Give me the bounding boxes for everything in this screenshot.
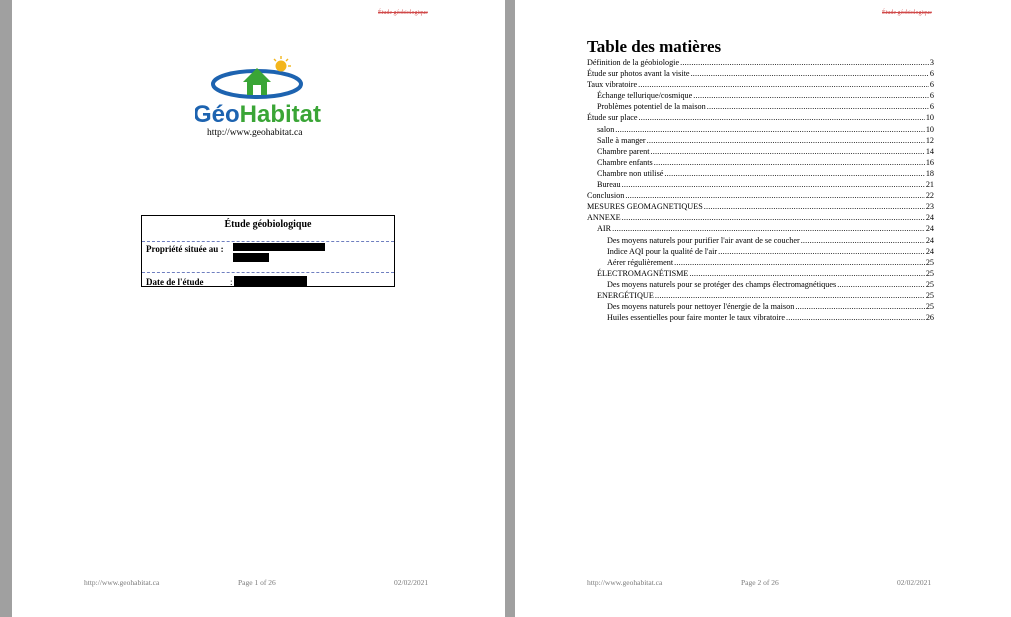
toc-entry-page: 26 [925,313,934,323]
toc-entry-page: 18 [925,168,934,178]
toc-dot-leader [622,179,925,190]
toc-dot-leader [654,157,925,168]
toc-entry[interactable] [587,290,934,301]
toc-dot-leader [655,290,925,301]
page-header: Étude géobiologique [378,10,428,16]
toc-entry-page: 16 [925,157,934,167]
toc-entry-page: 25 [925,290,934,300]
toc-entry-title: Chambre non utilisé [597,168,664,178]
toc-dot-leader [689,268,924,279]
toc-dot-leader [615,124,925,135]
study-info-box [141,215,395,287]
toc-entry[interactable] [587,246,934,257]
table-of-contents [587,57,934,323]
toc-entry-page: 21 [925,180,934,190]
date-separator: : [230,277,233,287]
toc-dot-leader [707,101,929,112]
toc-entry-page: 6 [929,69,934,79]
toc-entry-title: Définition de la géobiologie [587,58,680,67]
toc-entry-title: Des moyens naturels pour purifier l'air avant de se coucher [607,235,800,245]
footer-url: http://www.geohabitat.ca [84,578,160,587]
toc-entry-page: 22 [925,191,934,201]
toc-dot-leader [622,212,925,223]
toc-entry-page: 25 [925,279,934,289]
row-divider [142,272,394,273]
logo-url[interactable]: http://www.geohabitat.ca [207,128,303,138]
toc-entry[interactable] [587,235,934,246]
toc-entry-page: 24 [925,213,934,223]
toc-entry-page: 10 [925,124,934,134]
toc-entry-title: Problèmes potentiel de la maison [597,102,706,112]
toc-entry-page: 14 [925,146,934,156]
property-label: Propriété située au : [146,244,224,254]
toc-dot-leader [647,135,925,146]
toc-entry-title: AIR [597,224,612,234]
toc-entry-page: 24 [925,235,934,245]
footer-date: 02/02/2021 [394,578,429,587]
toc-entry[interactable] [587,157,934,168]
toc-entry-title: MESURES GEOMAGNETIQUES [587,202,703,212]
toc-entry-page: 23 [925,202,934,212]
toc-entry-title: Huiles essentielles pour faire monter le taux vibratoire [607,313,786,323]
toc-entry-title: Échange tellurique/cosmique [597,91,693,101]
toc-dot-leader [786,312,925,323]
toc-entry[interactable] [587,268,934,279]
toc-entry[interactable] [587,112,934,123]
toc-entry[interactable] [587,212,934,223]
document-page-1 [12,0,505,617]
toc-dot-leader [795,301,925,312]
toc-dot-leader [638,112,924,123]
toc-entry-page: 24 [925,246,934,256]
sun-icon [274,56,291,72]
page-header: Étude géobiologique [882,10,932,16]
toc-entry[interactable] [587,124,934,135]
footer-page-number: Page 2 of 26 [741,578,779,587]
toc-dot-leader [625,190,925,201]
toc-dot-leader [680,57,929,68]
toc-entry-title: Étude sur place [587,113,638,123]
toc-entry[interactable] [587,135,934,146]
toc-dot-leader [674,257,925,268]
toc-dot-leader [691,68,929,79]
toc-entry-page: 12 [925,135,934,145]
study-title: Étude géobiologique [224,219,312,230]
toc-entry-page: 6 [929,102,934,112]
toc-entry[interactable] [587,223,934,234]
toc-entry[interactable] [587,68,934,79]
toc-entry-page: 25 [925,302,934,312]
document-page-2 [515,0,1011,617]
toc-entry-page: 6 [929,91,934,101]
toc-entry[interactable] [587,312,934,323]
toc-title: Table des matières [587,37,722,56]
toc-entry-title: Des moyens naturels pour nettoyer l'énergie de la maison [607,302,795,312]
toc-entry[interactable] [587,146,934,157]
study-title-row [142,216,394,242]
toc-entry-title: Étude sur photos avant la visite [587,69,690,79]
footer-url: http://www.geohabitat.ca [587,578,663,587]
toc-entry-title: Bureau [597,180,621,190]
toc-dot-leader [664,168,924,179]
toc-entry[interactable] [587,301,934,312]
toc-dot-leader [612,223,925,234]
geohabitat-logo [195,56,321,128]
redacted-address-line1 [233,243,325,251]
toc-entry-page: 25 [925,257,934,267]
toc-entry[interactable] [587,257,934,268]
toc-entry-title: Salle à manger [597,135,646,145]
toc-entry-title: salon [597,124,615,134]
toc-entry[interactable] [587,179,934,190]
toc-entry[interactable] [587,57,934,68]
toc-entry-page: 10 [925,113,934,123]
footer-page-number: Page 1 of 26 [238,578,276,587]
toc-entry[interactable] [587,79,934,90]
toc-entry-page: 24 [925,224,934,234]
toc-entry-title: Chambre enfants [597,157,653,167]
toc-entry[interactable] [587,190,934,201]
toc-entry[interactable] [587,101,934,112]
toc-entry[interactable] [587,279,934,290]
toc-entry-page: 6 [929,80,934,90]
toc-entry-title: ÉLECTROMAGNÉTISME [597,268,689,278]
toc-entry-title: Des moyens naturels pour se protéger des champs électromagnétiques [607,279,837,289]
toc-dot-leader [651,146,925,157]
toc-entry-title: Indice AQI pour la qualité de l'air [607,246,718,256]
toc-entry[interactable] [587,168,934,179]
toc-dot-leader [704,201,925,212]
toc-dot-leader [638,79,929,90]
toc-dot-leader [693,90,929,101]
redacted-date [234,276,307,286]
footer-date: 02/02/2021 [897,578,932,587]
toc-entry-title: ANNEXE [587,213,621,223]
logo-brand-text: GéoHabitat [195,101,321,128]
toc-entry-title: Aérer régulièrement [607,257,674,267]
toc-entry[interactable] [587,201,934,212]
date-label: Date de l'étude [146,277,204,287]
toc-dot-leader [718,246,925,257]
toc-dot-leader [837,279,925,290]
toc-entry[interactable] [587,90,934,101]
toc-dot-leader [801,235,925,246]
redacted-address-line2 [233,253,269,262]
toc-entry-title: Conclusion [587,191,625,201]
toc-entry-title: Chambre parent [597,146,650,156]
toc-entry-title: Taux vibratoire [587,80,638,90]
toc-entry-page: 3 [929,58,934,67]
toc-entry-page: 25 [925,268,934,278]
toc-entry-title: ENERGÉTIQUE [597,290,654,300]
